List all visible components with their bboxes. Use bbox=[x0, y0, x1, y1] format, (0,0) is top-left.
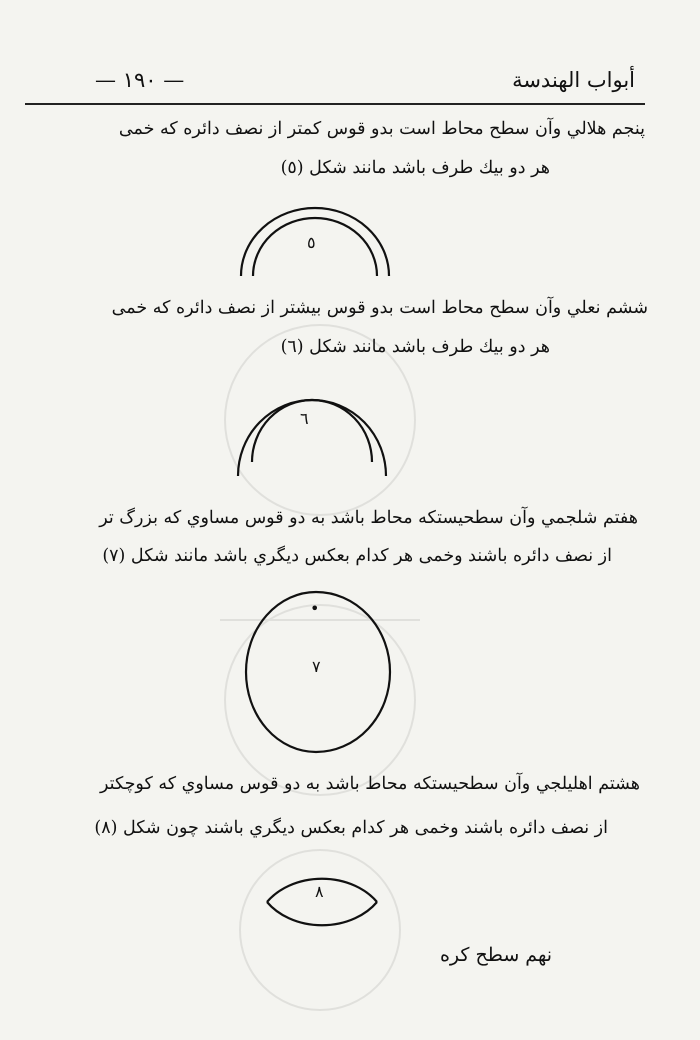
page-header bbox=[95, 62, 635, 100]
page-number: — ١٩٠ — bbox=[95, 68, 185, 92]
section-9-heading: نهم سطح كره bbox=[439, 944, 552, 966]
header-rule bbox=[25, 103, 645, 105]
section-6-line-2: هر دو بيك طرف باشد مانند شكل (٦) bbox=[280, 337, 550, 357]
section-5-line-2: هر دو بيك طرف باشد مانند شكل (٥) bbox=[280, 158, 550, 178]
figure-5-crescent bbox=[235, 200, 395, 284]
figure-7-top-mark: • bbox=[310, 599, 320, 618]
section-8-line-2: از نصف دائره باشند وخمی هر كدام بعكس ديگري باشند چون شكل (٨) bbox=[94, 818, 608, 838]
section-5-line-1: پنجم هلالي وآن سطح محاط است بدو قوس كمتر از نصف دائره كه خمی bbox=[118, 119, 645, 139]
figure-8-label: ٨ bbox=[315, 882, 324, 901]
figure-7-label: ٧ bbox=[312, 657, 321, 676]
figure-6-label: ٦ bbox=[300, 409, 309, 428]
section-7-line-2: از نصف دائره باشند وخمی هر كدام بعكس ديگري باشد مانند شكل (٧) bbox=[102, 546, 612, 566]
figure-7-oval bbox=[236, 588, 396, 762]
figure-5-label: ٥ bbox=[307, 233, 316, 252]
running-title: أبواب الهندسة bbox=[512, 68, 635, 92]
section-7-line-1: هفتم شلجمي وآن سطحيستكه محاط باشد به دو قوس مساوي كه بزرگ تر bbox=[99, 508, 638, 528]
section-6-line-1: ششم نعلي وآن سطح محاط است بدو قوس بيشتر از نصف دائره كه خمی bbox=[111, 298, 648, 318]
figure-6-horseshoe bbox=[232, 380, 392, 484]
section-8-line-1: هشتم اهليلجي وآن سطحيستكه محاط باشد به دو قوس مساوي كه كوچكتر bbox=[100, 774, 640, 794]
figure-8-ellipse-lens bbox=[263, 862, 383, 946]
